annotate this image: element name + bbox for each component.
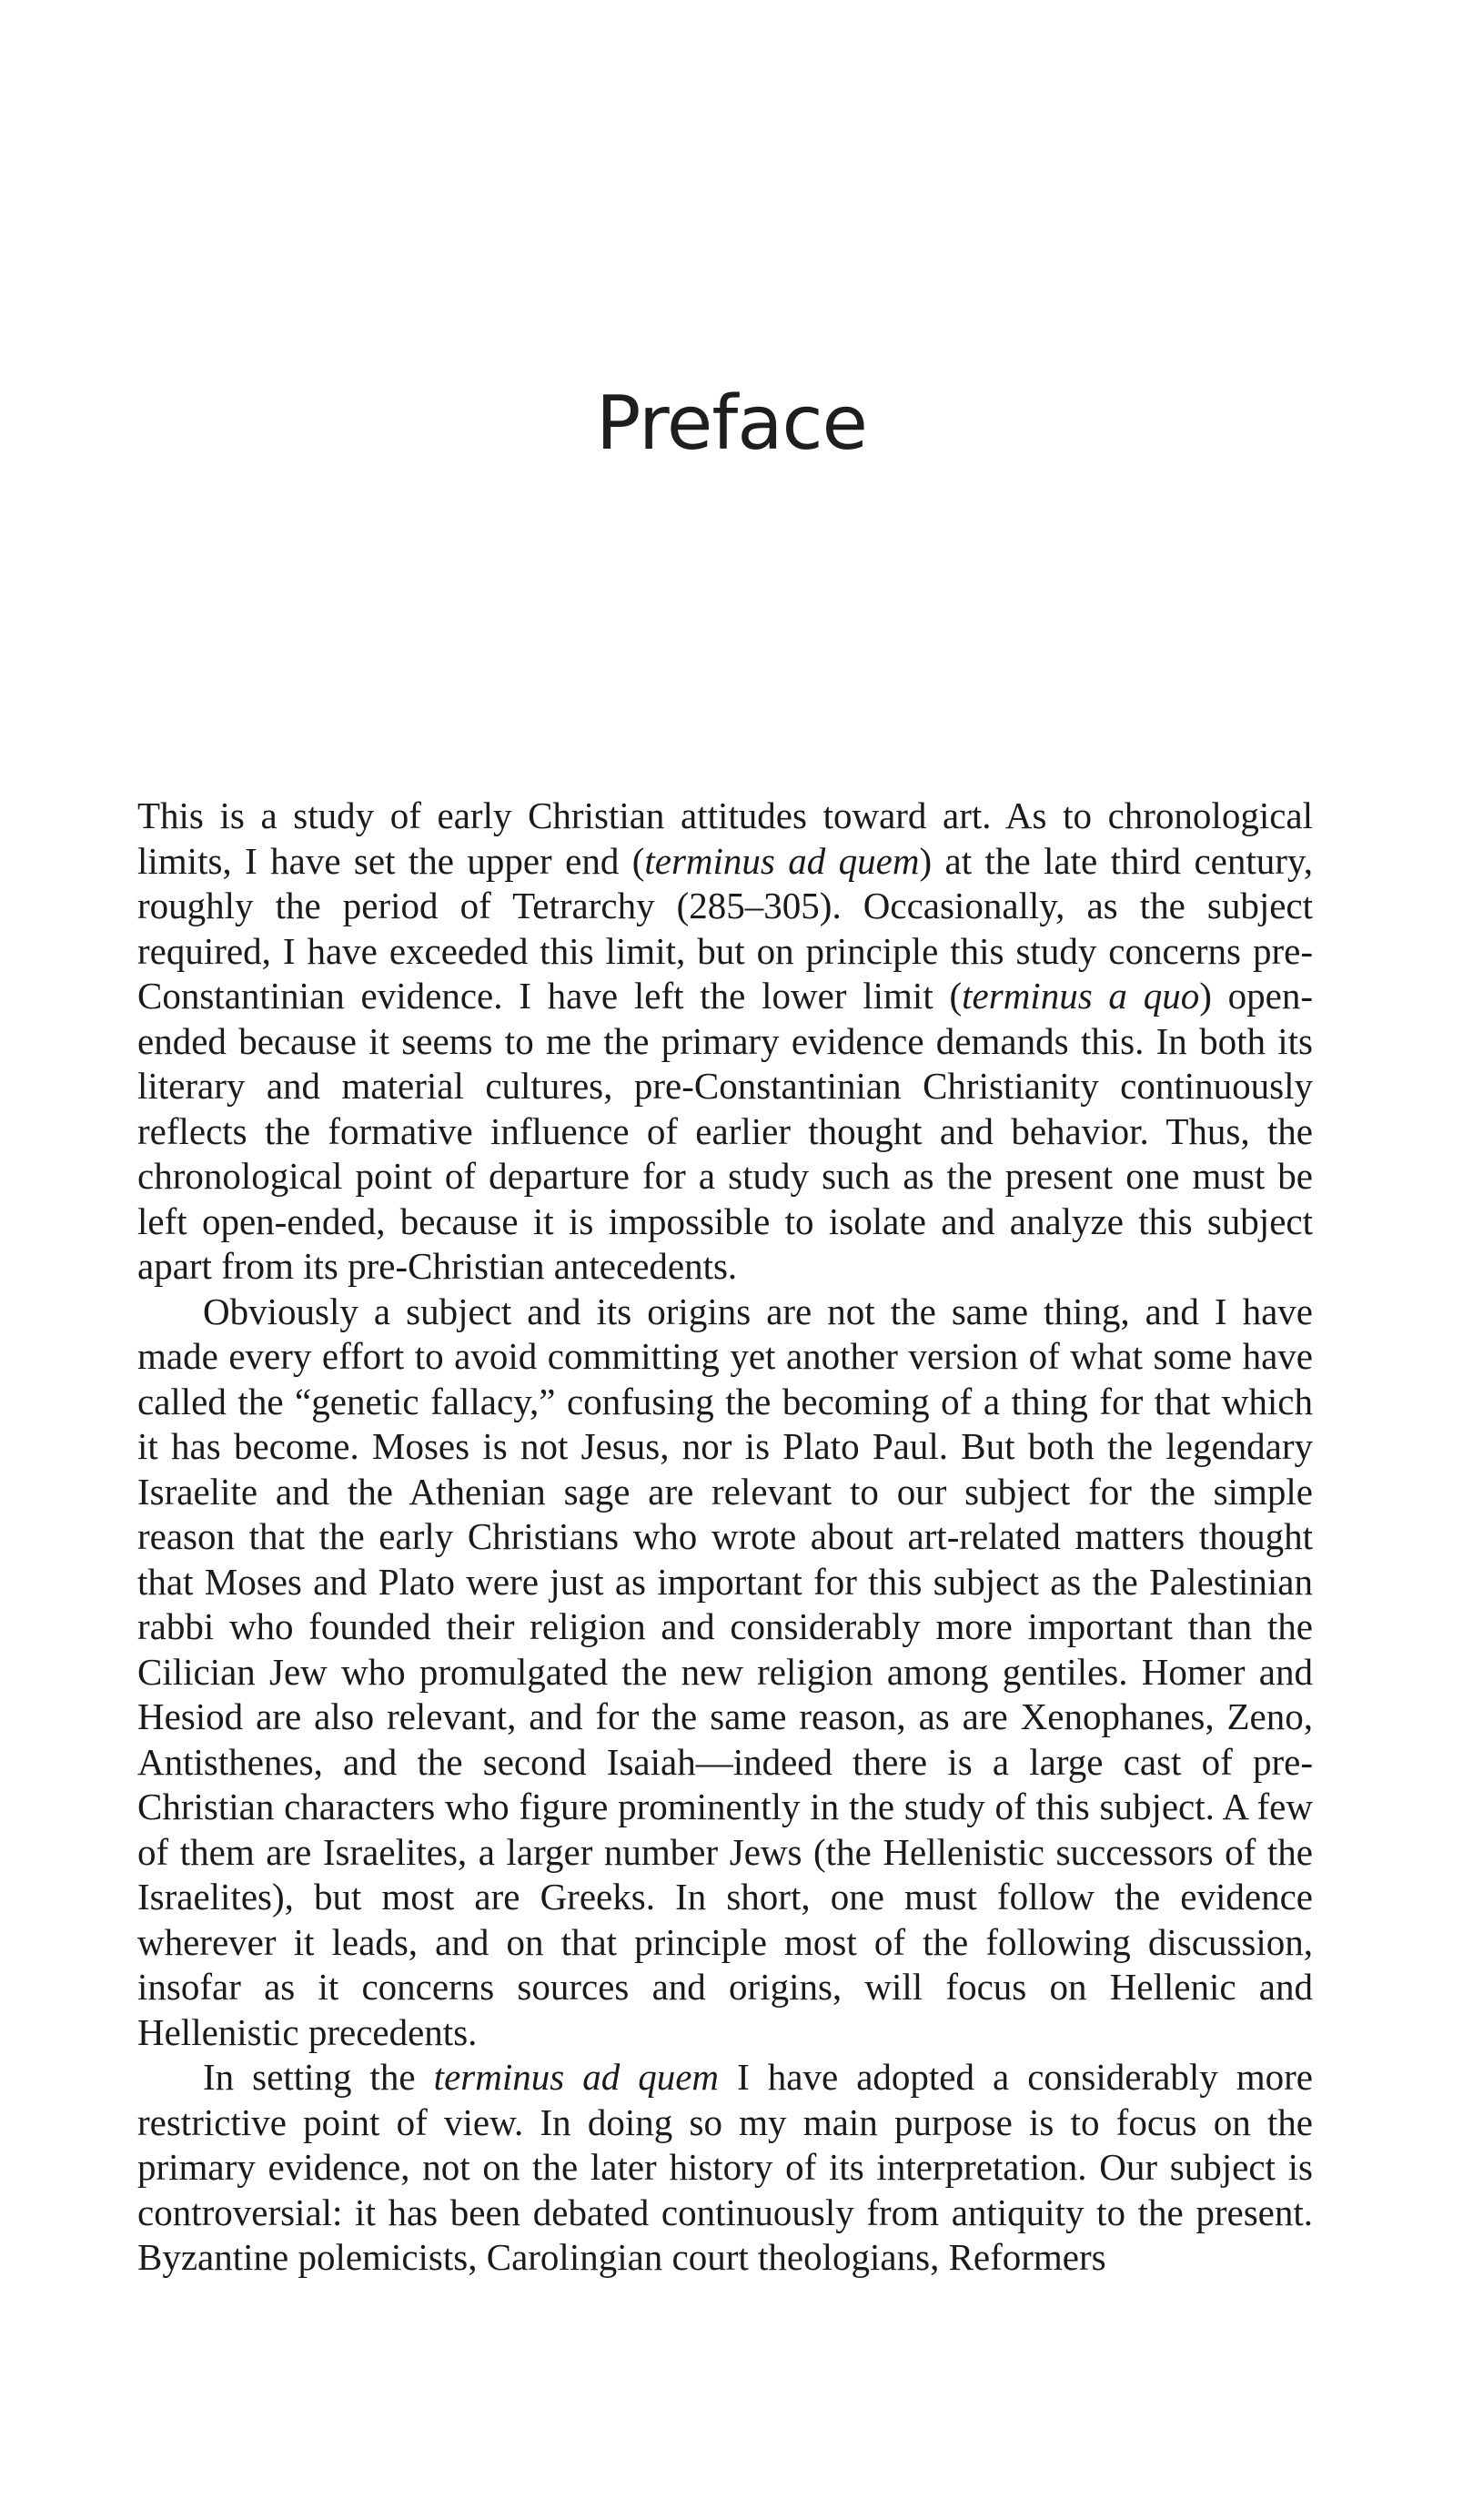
page-title: Preface [595,380,868,467]
paragraph-3 [137,2055,1313,2281]
text-run: This is a study of early Christian attitudes toward art. As to chronological limits, I have set the upper end ( [137,794,1313,882]
text-run: ) open-ended because it seems to me the primary evidence demands this. In both its literary and material cultures, pre-Constantinian Christianity continuously reflects the formative influence of earlier thought and behavior. Thus, the chronological point of departure for a study such as the present one must be left open-ended, because it is impossible to isolate and analyze this subject apart from its pre-Christian antecedents. [137,975,1314,1287]
italic-term: terminus ad quem [644,839,920,882]
paragraph-1 [137,794,1313,1290]
italic-term: terminus ad quem [433,2056,720,2098]
body-text [137,794,1313,2281]
text-run: ) at the late third century, roughly the period of Tetrarchy (285–305). Occasionally, as the subject required, I have exceeded this limit, but on principle this study concerns pre-Constantinian evidence. I have left the lower limit ( [137,839,1313,1017]
text-run: In setting the [203,2056,434,2098]
text-run: Obviously a subject and its origins are not the same thing, and I have made every effort to avoid committing yet another version of what some have called the “genetic fallacy,” confusing the becoming of a thing for that which it has become. Moses is not Jesus, nor is Plato Paul. But both the legendary Israelite and the Athenian sage are relevant to our subject for the simple reason that the early Christians who wrote about art-related matters thought that Moses and Plato were just as important for this subject as the Palestinian rabbi who founded their religion and considerably more important than the Cilician Jew who promulgated the new religion among gentiles. Homer and Hesiod are also relevant, and for the same reason, as are Xenophanes, Zeno, Antisthenes, and the second Isaiah—indeed there is a large cast of pre-Christian characters who figure prominently in the study of this subject. A few of them are Israelites, a larger number Jews (the Hellenistic successors of the Israelites), but most are Greeks. In short, one must follow the evidence wherever it leads, and on that principle most of the following discussion, insofar as it concerns sources and origins, will focus on Hellenic and Hellenistic precedents. [137,1290,1313,2053]
paragraph-2 [137,1290,1313,2056]
text-run: I have adopted a considerably more restrictive point of view. In doing so my main purpose is to focus on the primary evidence, not on the later history of its interpretation. Our subject is controversial: it has been debated continuously from antiquity to the present. Byzantine polemicists, Carolingian court theologians, Reformers [137,2056,1313,2278]
italic-term: terminus a quo [962,975,1200,1017]
